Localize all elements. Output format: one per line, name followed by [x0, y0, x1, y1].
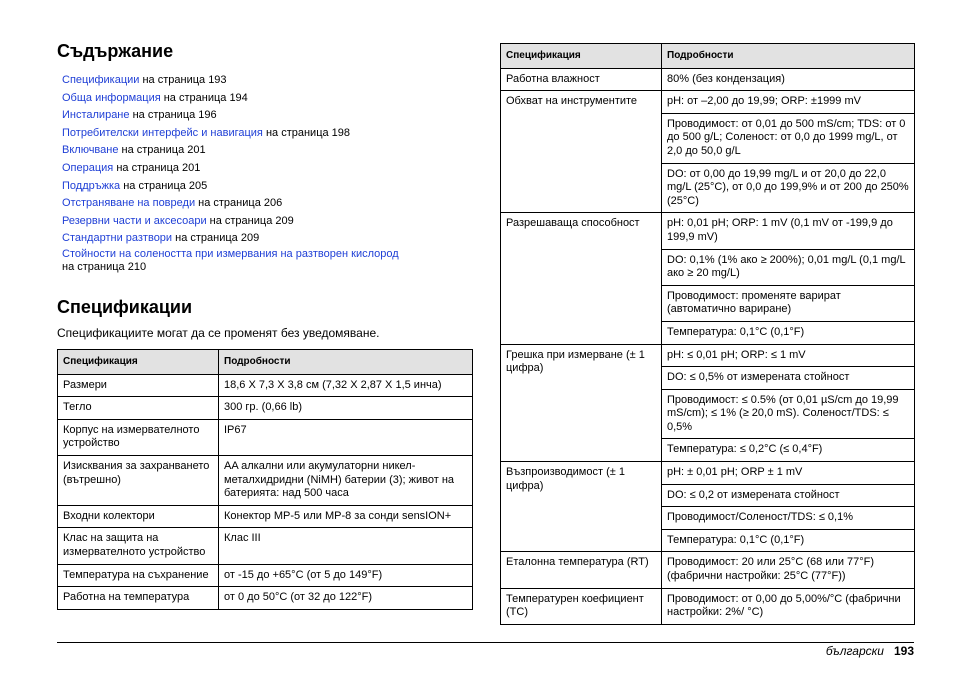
toc-item [62, 107, 472, 125]
toc-link[interactable]: Отстраняване на повреди [62, 197, 196, 210]
toc-link[interactable]: Операция [62, 161, 114, 174]
spec-detail-cell: Температура: ≤ 0,2°C (≤ 0,4°F) [662, 439, 915, 462]
spec-detail-cell: Проводимост: от 0,01 до 500 mS/cm; TDS: от 0 до 500 g/L; Соленост: от 0,0 до 1999 mg/L, от 2,0 до 50,0 g/L [662, 113, 915, 163]
toc-item [62, 72, 472, 90]
spec-name-cell: Тегло [58, 397, 219, 420]
spec-name-cell: Корпус на измервателното устройство [58, 419, 219, 455]
spec-detail-cell: pH: ≤ 0,01 pH; ORP: ≤ 1 mV [662, 344, 915, 367]
spec-name-cell: Възпроизводимост (± 1 цифра) [501, 462, 662, 552]
spec-detail-cell: AA алкални или акумулаторни никел-металхидридни (NiMH) батерии (3); живот на батерията: над 500 часа [219, 455, 473, 505]
toc-page-ref: на страница 210 [62, 260, 147, 273]
toc-link[interactable]: Резервни части и аксесоари [62, 214, 207, 227]
spec-detail-cell: Конектор MP-5 или MP-8 за сонди sensION+ [219, 505, 473, 528]
spec-detail-cell: IP67 [219, 419, 473, 455]
toc-link[interactable]: Стандартни разтвори [62, 232, 173, 245]
table-row [58, 419, 473, 455]
toc-item [62, 178, 472, 196]
toc-page-ref: на страница 201 [118, 144, 206, 157]
toc-page-ref: на страница 193 [139, 74, 227, 86]
toc-link[interactable]: Спецификации [62, 74, 140, 86]
spec-detail-cell: Проводимост: 20 или 25°C (68 или 77°F) (фабрични настройки: 25°C (77°F)) [662, 552, 915, 588]
spec-detail-cell: DO: ≤ 0,2 от измерената стойност [662, 484, 915, 507]
spec-detail-cell: Клас III [219, 528, 473, 564]
spec-name-cell: Входни колектори [58, 505, 219, 528]
specifications-intro: Спецификациите могат да се променят без уведомяване. [57, 326, 380, 340]
spec-detail-cell: pH: от –2,00 до 19,99; ORP: ±1999 mV [662, 91, 915, 114]
toc-item [62, 230, 472, 248]
spec-detail-cell: от 0 до 50°C (от 32 до 122°F) [219, 587, 473, 610]
spec-detail-cell: Температура: 0,1°C (0,1°F) [662, 529, 915, 552]
spec-detail-cell: DO: от 0,00 до 19,99 mg/L и от 20,0 до 22,0 mg/L (25°C), от 0,0 до 199,9% и от 200 до 250% (25°C) [662, 163, 915, 213]
table-row [58, 528, 473, 564]
table-row [58, 564, 473, 587]
spec-detail-cell: DO: ≤ 0,5% от измерената стойност [662, 367, 915, 390]
spec-detail-cell: Проводимост: променяте варират (автоматично вариране) [662, 285, 915, 321]
spec-name-cell: Работна влажност [501, 68, 662, 91]
toc-page-ref: на страница 206 [195, 197, 283, 210]
toc-page-ref: на страница 205 [120, 179, 208, 192]
contents-title: Съдържание [57, 41, 174, 61]
spec-name-cell: Температурен коефициент (TC) [501, 588, 662, 624]
table-row [58, 397, 473, 420]
table-row [501, 588, 915, 624]
spec-detail-cell: 300 гр. (0,66 lb) [219, 397, 473, 420]
spec-name-cell: Клас на защита на измервателното устройство [58, 528, 219, 564]
general-specs-table [57, 349, 473, 610]
specifications-title: Спецификации [57, 297, 193, 317]
toc-link[interactable]: Стойности на солеността при измервания на разтворен кислород [62, 247, 399, 260]
spec-detail-cell: 18,6 X 7,3 X 3,8 см (7,32 X 2,87 X 1,5 инча) [219, 374, 473, 397]
spec-name-cell: Обхват на инструментите [501, 91, 662, 213]
table-row [58, 505, 473, 528]
spec-detail-cell: DO: 0,1% (1% ако ≥ 200%); 0,01 mg/L (0,1 mg/L ако ≥ 20 mg/L) [662, 249, 915, 285]
column-header: Спецификация [501, 44, 662, 69]
toc-link[interactable]: Потребителски интерфейс и навигация [62, 126, 263, 139]
toc-item [62, 90, 472, 108]
table-row [58, 455, 473, 505]
table-row [58, 374, 473, 397]
toc-item [62, 142, 472, 160]
table-header-row [58, 350, 473, 375]
toc-page-ref: на страница 198 [262, 126, 351, 139]
footer-language: български [825, 644, 884, 658]
toc-link[interactable]: Инсталиране [62, 109, 130, 122]
toc-page-ref: на страница 194 [160, 91, 248, 104]
toc-page-ref: на страница 209 [172, 232, 260, 245]
spec-detail-cell: Проводимост: ≤ 0.5% (от 0,01 µS/cm до 19,99 mS/cm); ≤ 1% (≥ 20,0 mS). Соленост/TDS: ≤ 0,5% [662, 389, 915, 439]
toc-page-ref: на страница 209 [206, 214, 294, 227]
spec-name-cell: Размери [58, 374, 219, 397]
spec-name-cell: Работна на температура [58, 587, 219, 610]
column-header: Подробности [219, 350, 473, 375]
table-row [501, 91, 915, 114]
table-row [501, 344, 915, 367]
table-of-contents [62, 72, 472, 274]
toc-link[interactable]: Поддръжка [62, 179, 121, 192]
spec-detail-cell: pH: ± 0,01 pH; ORP ± 1 mV [662, 462, 915, 485]
measurement-specs-table [500, 43, 915, 625]
spec-detail-cell: pH: 0,01 pH; ORP: 1 mV (0,1 mV от -199,9 до 199,9 mV) [662, 213, 915, 249]
table-row [501, 68, 915, 91]
spec-name-cell: Изисквания за захранването (вътрешно) [58, 455, 219, 505]
table-row [501, 462, 915, 485]
spec-name-cell: Еталонна температура (RT) [501, 552, 662, 588]
toc-item [62, 248, 472, 274]
toc-link[interactable]: Обща информация [62, 91, 161, 104]
toc-item [62, 195, 472, 213]
table-row [501, 552, 915, 588]
spec-detail-cell: от -15 до +65°C (от 5 до 149°F) [219, 564, 473, 587]
table-row [501, 213, 915, 249]
column-header: Спецификация [58, 350, 219, 375]
spec-name-cell: Температура на съхранение [58, 564, 219, 587]
spec-detail-cell: Проводимост: от 0,00 до 5,00%/°C (фабрични настройки: 2%/ °C) [662, 588, 915, 624]
column-header: Подробности [662, 44, 915, 69]
toc-link[interactable]: Включване [62, 144, 119, 157]
toc-item [62, 160, 472, 178]
spec-detail-cell: 80% (без кондензация) [662, 68, 915, 91]
toc-page-ref: на страница 201 [113, 161, 201, 174]
spec-detail-cell: Проводимост/Соленост/TDS: ≤ 0,1% [662, 507, 915, 530]
toc-page-ref: на страница 196 [129, 109, 217, 122]
spec-name-cell: Грешка при измерване (± 1 цифра) [501, 344, 662, 462]
toc-item [62, 125, 472, 143]
page-number: 193 [893, 644, 914, 658]
spec-detail-cell: Температура: 0,1°C (0,1°F) [662, 321, 915, 344]
toc-item [62, 213, 472, 231]
table-row [58, 587, 473, 610]
table-header-row [501, 44, 915, 69]
page-footer [826, 644, 914, 658]
spec-name-cell: Разрешаваща способност [501, 213, 662, 344]
footer-divider [57, 642, 914, 643]
